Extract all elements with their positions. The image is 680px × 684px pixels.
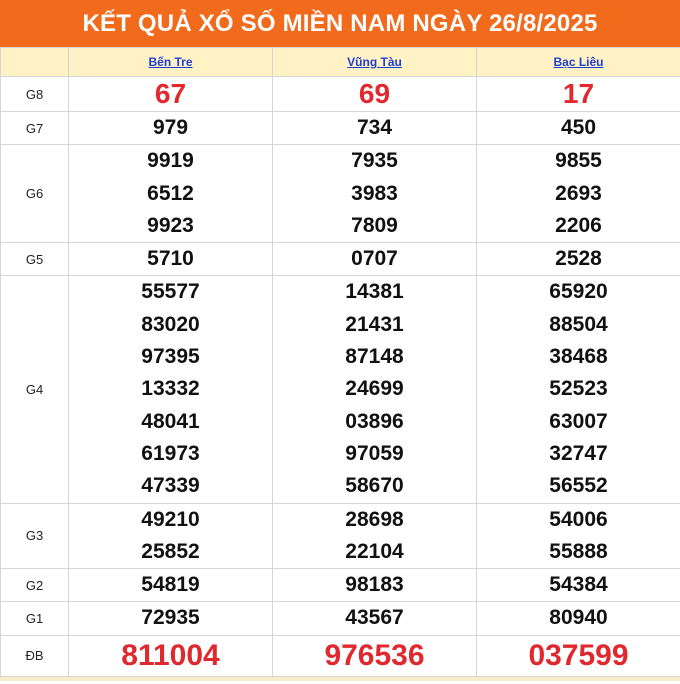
- result-cell-vung-tau: [273, 77, 477, 112]
- result-number: 69: [358, 78, 391, 109]
- prize-row-g2: [1, 569, 680, 602]
- result-number: 61973: [141, 441, 200, 465]
- result-number: 6512: [147, 181, 194, 205]
- prize-row-g4: [1, 276, 680, 503]
- prize-label: G8: [1, 77, 69, 112]
- result-cell-ben-tre: [69, 602, 273, 635]
- result-number: 2693: [555, 181, 602, 205]
- page-title: KẾT QUẢ XỔ SỐ MIỀN NAM NGÀY 26/8/2025: [82, 9, 598, 37]
- prize-column-header: [1, 48, 69, 77]
- result-cell-vung-tau: [273, 145, 477, 243]
- result-cell-vung-tau: [273, 112, 477, 145]
- result-number: 5710: [147, 247, 194, 271]
- result-number: 47339: [141, 474, 200, 498]
- result-number: 88504: [549, 312, 608, 336]
- result-number: 734: [356, 116, 393, 139]
- prize-label: G3: [1, 503, 69, 569]
- prize-label: G4: [1, 276, 69, 503]
- result-number: 14381: [345, 280, 404, 304]
- result-number: 54006: [549, 507, 608, 531]
- result-cell-bac-lieu: [477, 602, 680, 635]
- result-cell-ben-tre: [69, 635, 273, 676]
- result-number: 450: [560, 116, 597, 139]
- result-number: 811004: [121, 638, 220, 672]
- result-cell-bac-lieu: [477, 145, 680, 243]
- result-number: 2528: [555, 247, 602, 271]
- result-cell-vung-tau: [273, 276, 477, 503]
- prize-row-g3: [1, 503, 680, 569]
- result-number: 97395: [141, 345, 200, 369]
- result-number: 56552: [549, 474, 608, 498]
- result-number: 63007: [549, 409, 608, 433]
- prize-label: G1: [1, 602, 69, 635]
- province-header-bac-lieu: [477, 48, 680, 77]
- result-cell-ben-tre: [69, 112, 273, 145]
- result-number: 48041: [141, 409, 200, 433]
- result-cell-ben-tre: [69, 569, 273, 602]
- result-number: 58670: [345, 474, 404, 498]
- province-link-ben-tre[interactable]: Bến Tre: [148, 55, 193, 69]
- result-number: 67: [154, 78, 187, 109]
- province-link-bac-lieu[interactable]: Bạc Liêu: [553, 55, 604, 69]
- result-cell-ben-tre: [69, 503, 273, 569]
- result-number: 9919: [147, 149, 194, 173]
- prize-row-g8: [1, 77, 680, 112]
- result-number: 87148: [345, 345, 404, 369]
- result-number: 037599: [528, 638, 629, 672]
- result-cell-bac-lieu: [477, 276, 680, 503]
- page-title-bar: [0, 0, 680, 47]
- results-table: [0, 47, 680, 677]
- province-header-row: [1, 48, 680, 77]
- result-cell-vung-tau: [273, 243, 477, 276]
- prize-label: G7: [1, 112, 69, 145]
- province-header-vung-tau: [273, 48, 477, 77]
- result-cell-vung-tau: [273, 635, 477, 676]
- result-number: 0707: [351, 247, 398, 271]
- result-number: 24699: [345, 377, 404, 401]
- result-number: 17: [562, 78, 595, 109]
- result-number: 2206: [555, 213, 602, 237]
- result-cell-vung-tau: [273, 503, 477, 569]
- result-number: 55577: [141, 280, 200, 304]
- result-number: 98183: [345, 573, 404, 597]
- result-number: 9923: [147, 213, 194, 237]
- prize-row-g1: [1, 602, 680, 635]
- result-cell-vung-tau: [273, 602, 477, 635]
- prize-label: G2: [1, 569, 69, 602]
- result-cell-bac-lieu: [477, 112, 680, 145]
- prize-row-g5: [1, 243, 680, 276]
- result-cell-ben-tre: [69, 77, 273, 112]
- prize-label: G5: [1, 243, 69, 276]
- prize-row-g6: [1, 145, 680, 243]
- result-number: 52523: [549, 377, 608, 401]
- result-cell-ben-tre: [69, 276, 273, 503]
- result-cell-bac-lieu: [477, 503, 680, 569]
- result-number: 54384: [549, 573, 608, 597]
- prize-label: ĐB: [1, 635, 69, 676]
- result-number: 97059: [345, 441, 404, 465]
- result-number: 43567: [345, 606, 404, 630]
- result-number: 3983: [351, 181, 398, 205]
- result-number: 976536: [324, 638, 425, 672]
- result-number: 7809: [351, 213, 398, 237]
- result-number: 54819: [141, 573, 200, 597]
- prize-row-db: [1, 635, 680, 676]
- result-number: 03896: [345, 409, 404, 433]
- result-number: 28698: [345, 507, 404, 531]
- result-number: 7935: [351, 149, 398, 173]
- result-number: 83020: [141, 312, 200, 336]
- province-link-vung-tau[interactable]: Vũng Tàu: [347, 55, 402, 69]
- result-cell-ben-tre: [69, 145, 273, 243]
- result-cell-vung-tau: [273, 569, 477, 602]
- result-cell-bac-lieu: [477, 243, 680, 276]
- result-number: 38468: [549, 345, 608, 369]
- province-header-ben-tre: [69, 48, 273, 77]
- result-number: 13332: [141, 377, 200, 401]
- result-number: 25852: [141, 539, 200, 563]
- result-number: 55888: [549, 539, 608, 563]
- prize-row-g7: [1, 112, 680, 145]
- result-number: 80940: [549, 606, 608, 630]
- result-cell-bac-lieu: [477, 635, 680, 676]
- prize-label: G6: [1, 145, 69, 243]
- result-number: 49210: [141, 507, 200, 531]
- result-number: 979: [152, 116, 189, 139]
- result-number: 9855: [555, 149, 602, 173]
- result-cell-bac-lieu: [477, 77, 680, 112]
- result-number: 32747: [549, 441, 608, 465]
- result-number: 72935: [141, 606, 200, 630]
- table-bottom-divider: [0, 677, 680, 681]
- result-cell-ben-tre: [69, 243, 273, 276]
- result-cell-bac-lieu: [477, 569, 680, 602]
- result-number: 22104: [345, 539, 404, 563]
- result-number: 21431: [345, 312, 404, 336]
- result-number: 65920: [549, 280, 608, 304]
